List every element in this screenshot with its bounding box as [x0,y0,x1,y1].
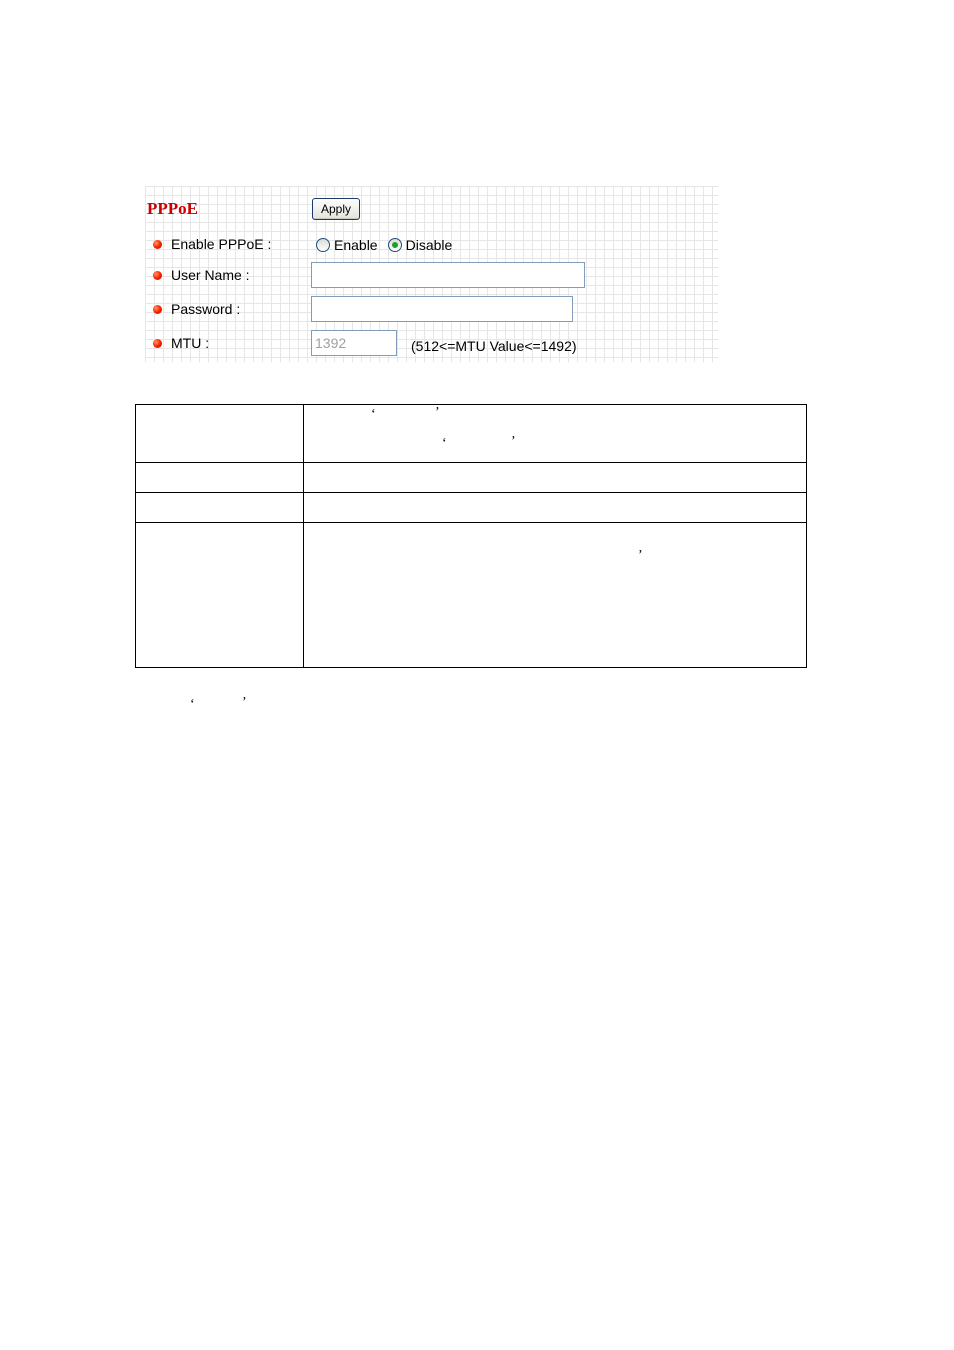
apply-button[interactable]: Apply [312,198,360,220]
open-quote: ‘ [371,407,376,422]
password-input[interactable] [311,296,573,322]
disable-radio-label[interactable]: Disable [405,237,453,253]
enable-radio-label[interactable]: Enable [334,237,378,253]
table-cell [136,463,304,493]
red-bullet-icon [153,240,162,249]
close-quote: ’ [242,695,247,710]
password-label: Password : [171,301,241,317]
table-cell [136,493,304,523]
pppoe-settings-panel [145,186,718,362]
red-bullet-icon [153,271,162,280]
table-cell [304,493,807,523]
panel-title: PPPoE [147,199,198,218]
mtu-row [153,335,209,351]
open-quote: ‘ [190,697,195,712]
table-row [136,405,807,463]
table-cell [136,523,304,668]
table-cell [304,523,807,668]
red-bullet-icon [153,305,162,314]
enable-pppoe-label: Enable PPPoE : [171,236,272,252]
table-cell [304,463,807,493]
enable-pppoe-row [153,236,271,252]
enable-pppoe-radio-group [316,237,462,253]
table-cell [304,405,807,463]
enable-radio-icon[interactable] [316,238,330,252]
mtu-range-hint: (512<=MTU Value<=1492) [411,338,577,354]
table-row [136,493,807,523]
close-quote: ’ [435,405,440,420]
table-row [136,523,807,668]
password-row [153,301,240,317]
username-label: User Name : [171,267,250,283]
table-row [136,463,807,493]
table-cell [136,405,304,463]
mtu-input[interactable] [311,330,397,356]
red-bullet-icon [153,339,162,348]
disable-radio-icon[interactable] [388,238,402,252]
username-input[interactable] [311,262,585,288]
description-table [135,404,807,668]
close-quote: ’ [638,548,643,563]
username-row [153,267,250,283]
open-quote: ‘ [442,436,447,451]
close-quote: ’ [511,434,516,449]
mtu-label: MTU : [171,335,210,351]
